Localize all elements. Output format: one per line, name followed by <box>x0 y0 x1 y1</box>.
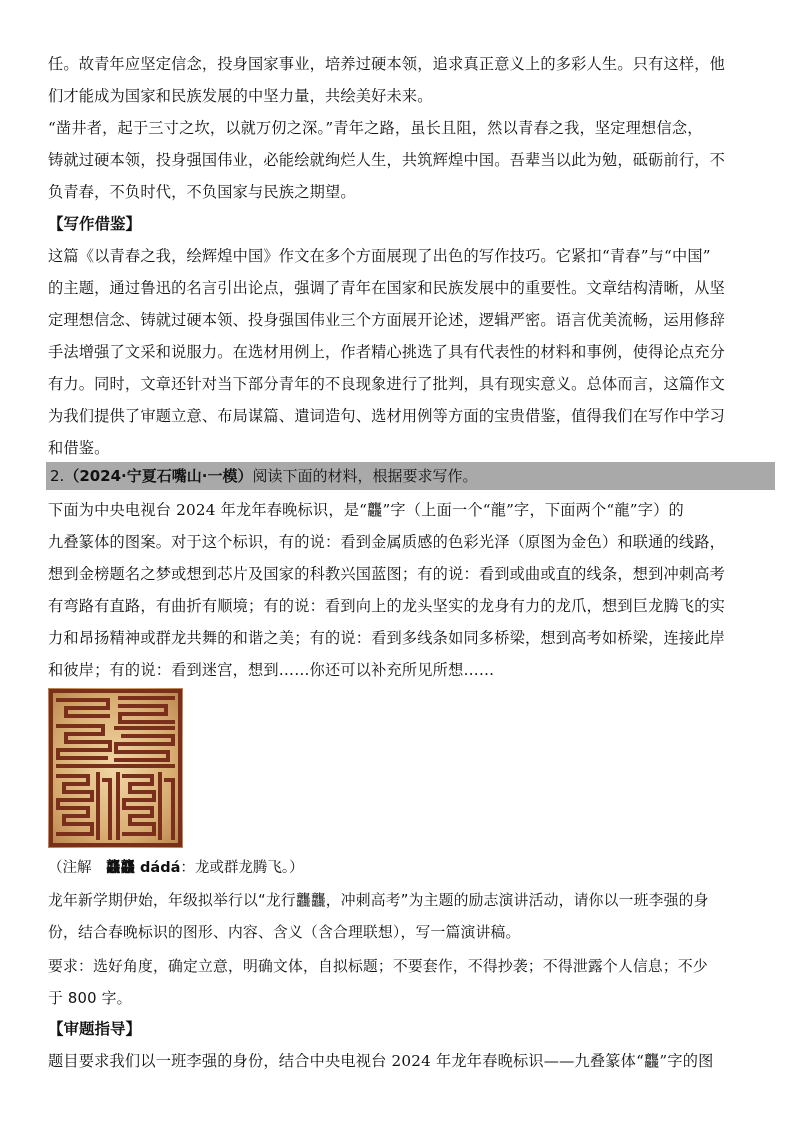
heading-topic-guidance: 【审题指导】 <box>48 1020 142 1038</box>
commentary-line: 手法增强了文采和说服力。在选材用例上，作者精心挑选了具有代表性的材料和事例，使得论点充分 <box>48 343 726 361</box>
commentary-line: 有力。同时，文章还针对当下部分青年的不良现象进行了批判，具有现实意义。总体而言，这篇作文 <box>48 375 726 393</box>
material-line: 力和昂扬精神或群龙共舞的和谐之美；有的说：看到多线条如同多桥梁，想到高考如桥梁，连接此岸 <box>48 629 726 647</box>
material-line: 有弯路有直路，有曲折有顺境；有的说：看到向上的龙头坚实的龙身有力的龙爪，想到巨龙腾飞的实 <box>48 597 726 615</box>
essay-line: 负青春，不负时代，不负国家与民族之期望。 <box>48 183 356 201</box>
material-line: 和彼岸；有的说：看到迷宫，想到……你还可以补充所见所想…… <box>48 661 495 679</box>
annotation-note <box>48 853 304 883</box>
commentary-line: 为我们提供了审题立意、布局谋篇、遣词造句、选材用例等方面的宝贵借鉴，值得我们在写作中学习 <box>48 407 726 425</box>
material-line: 九叠篆体的图案。对于这个标识，有的说：看到金属质感的色彩光泽（原图为金色）和联通的线路， <box>48 533 726 551</box>
heading-writing-reference: 【写作借鉴】 <box>48 215 142 233</box>
note-pinyin: dádá <box>135 860 181 876</box>
commentary-line: 定理想信念、铸就过硬本领、投身强国伟业三个方面展开论述，逻辑严密。语言优美流畅，运用修辞 <box>48 311 726 329</box>
essay-line: “凿井者，起于三寸之坎，以就万仞之深。”青年之路，虽长且阻，然以青春之我，坚定理想信念， <box>48 119 703 137</box>
essay-line: 们才能成为国家和民族发展的中坚力量，共绘美好未来。 <box>48 87 433 105</box>
essay-line: 任。故青年应坚定信念，投身国家事业，培养过硬本领，追求真正意义上的多彩人生。只有这样，他 <box>48 55 726 73</box>
guidance-line: 题目要求我们以一班李强的身份，结合中央电视台 2024 年龙年春晚标识——九叠篆体“龘”字的图 <box>48 1052 714 1070</box>
question-number: 2. <box>50 467 65 485</box>
note-chars: 龘龘 <box>106 860 135 876</box>
requirement-line: 于 800 字。 <box>48 990 132 1007</box>
commentary-line: 和借鉴。 <box>48 439 110 457</box>
task-line: 龙年新学期伊始，年级拟举行以“龙行龘龘，冲刺高考”为主题的励志演讲活动，请你以一班李强的身 <box>48 892 709 909</box>
question-header <box>50 462 477 490</box>
requirement-line: 要求：选好角度，确定立意，明确文体，自拟标题；不要套作，不得抄袭；不得泄露个人信息；不少 <box>48 958 708 975</box>
spring-festival-emblem-image <box>48 688 183 848</box>
note-open: （注解 <box>48 860 106 876</box>
material-line: 想到金榜题名之梦或想到芯片及国家的科教兴国蓝图；有的说：看到或曲或直的线条，想到冲刺高考 <box>48 565 726 583</box>
note-definition: ：龙或群龙腾飞。） <box>180 860 304 876</box>
question-prompt: 阅读下面的材料，根据要求写作。 <box>252 467 478 485</box>
question-source: （2024·宁夏石嘴山·一模） <box>64 467 253 485</box>
essay-line: 铸就过硬本领，投身强国伟业，必能绘就绚烂人生，共筑辉煌中国。吾辈当以此为勉，砥砺前行，不 <box>48 151 726 169</box>
material-line: 下面为中央电视台 2024 年龙年春晚标识，是“龘”字（上面一个“龍”字，下面两个“龍”字）的 <box>48 501 684 519</box>
task-line: 份，结合春晚标识的图形、内容、含义（含合理联想），写一篇演讲稿。 <box>48 924 521 941</box>
commentary-line: 的主题，通过鲁迅的名言引出论点，强调了青年在国家和民族发展中的重要性。文章结构清晰，从坚 <box>48 279 726 297</box>
commentary-line: 这篇《以青春之我，绘辉煌中国》作文在多个方面展现了出色的写作技巧。它紧扣“青春”与“中国” <box>48 247 711 265</box>
